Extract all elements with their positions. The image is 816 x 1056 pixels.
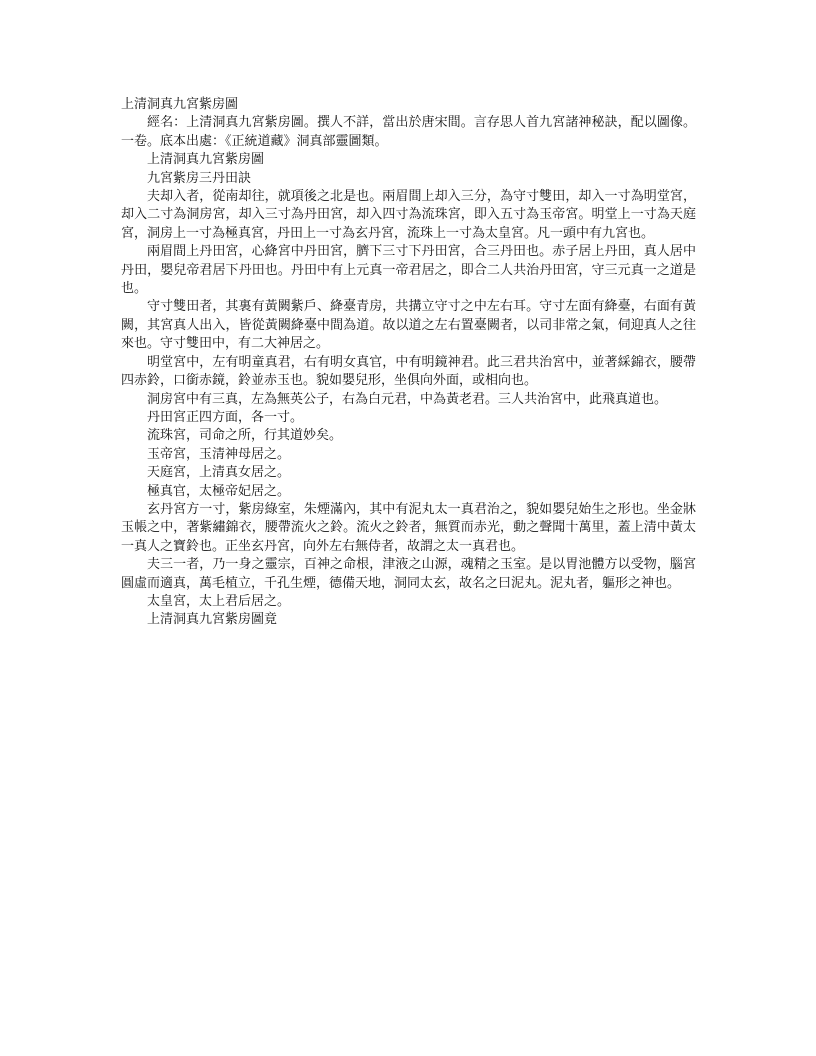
closing-line: 上清洞真九宮紫房圖竟 [147, 612, 278, 628]
body-paragraph: 守寸雙田者，其裏有黃闕紫戶、絳臺青房，共搆立守寸之中左右耳。守寸左面有絳臺，右面有黃闕，其宮真人出入，皆從黃闕絳臺中間為道。故以道之左右置臺闕者，以司非常之氣，伺迎真人之往來也。守寸雙田中，有二大神居之。 [121, 299, 696, 352]
scripture-info: 經名：上清洞真九宮紫房圖。撰人不詳，當出於唐宋間。言存思人首九宮諸神秘訣，配以圖像。一卷。底本出處：《正統道藏》洞真部靈圖類。 [121, 115, 696, 149]
body-paragraph: 玄丹宮方一寸，紫房綠室，朱煙滿內，其中有泥丸太一真君治之，貌如嬰兒始生之形也。坐金牀玉帳之中，著紫繡錦衣，腰帶流火之鈴。流火之鈴者，無質而赤光，動之聲聞十萬里，蓋上清中黃太一真人之寶鈴也。正坐玄丹宮，向外左右無侍者，故謂之太一真君也。 [121, 501, 696, 554]
document-page [121, 96, 696, 630]
document-title: 上清洞真九宮紫房圖 [121, 97, 239, 112]
subsection-heading: 九宮紫房三丹田訣 [147, 170, 252, 186]
body-paragraph: 明堂宮中，左有明童真君，右有明女真官，中有明鏡神君。此三君共治宮中，並著綵錦衣，腰帶四赤鈴，口銜赤鏡，鈴並赤玉也。貌如嬰兒形，坐俱向外面，或相向也。 [121, 354, 696, 389]
body-paragraph: 極真官，太極帝妃居之。 [147, 483, 291, 499]
body-paragraph: 天庭宮，上清真女居之。 [147, 465, 291, 481]
body-paragraph: 玉帝宮，玉清神母居之。 [147, 446, 291, 462]
body-paragraph: 流珠宮，司命之所，行其道妙矣。 [147, 428, 343, 444]
section-heading: 上清洞真九宮紫房圖 [147, 152, 265, 168]
body-paragraph: 夫却入者，從南却往，就項後之北是也。兩眉間上却入三分，為守寸雙田，却入一寸為明堂宮，却入二寸為洞房宮，却入三寸為丹田宮，却入四寸為流珠宮，即入五寸為玉帝宮。明堂上一寸為天庭宮，洞房上一寸為極真宮，丹田上一寸為玄丹宮，流珠上一寸為太皇宮。凡一頭中有九宮也。 [121, 189, 696, 241]
body-paragraph: 兩眉間上丹田宮，心絳宮中丹田宮，臍下三寸下丹田宮，合三丹田也。赤子居上丹田，真人居中丹田，嬰兒帝君居下丹田也。丹田中有上元真一帝君居之，即合二人共治丹田宮，守三元真一之道是也。 [121, 244, 696, 297]
body-paragraph: 洞房宮中有三真，左為無英公子，右為白元君，中為黃老君。三人共治宮中，此飛真道也。 [147, 391, 668, 407]
body-paragraph: 丹田宮正四方面，各一寸。 [147, 409, 304, 425]
body-paragraph: 夫三一者，乃一身之靈宗，百神之命根，津液之山源，魂精之玉室。是以胃池體方以受物，腦宮圓虛而適真，萬毛植立，千孔生煙，德備天地，洞同太玄，故名之曰泥丸。泥丸者，軀形之神也。 [121, 557, 696, 591]
body-paragraph: 太皇宮，太上君后居之。 [147, 593, 291, 609]
